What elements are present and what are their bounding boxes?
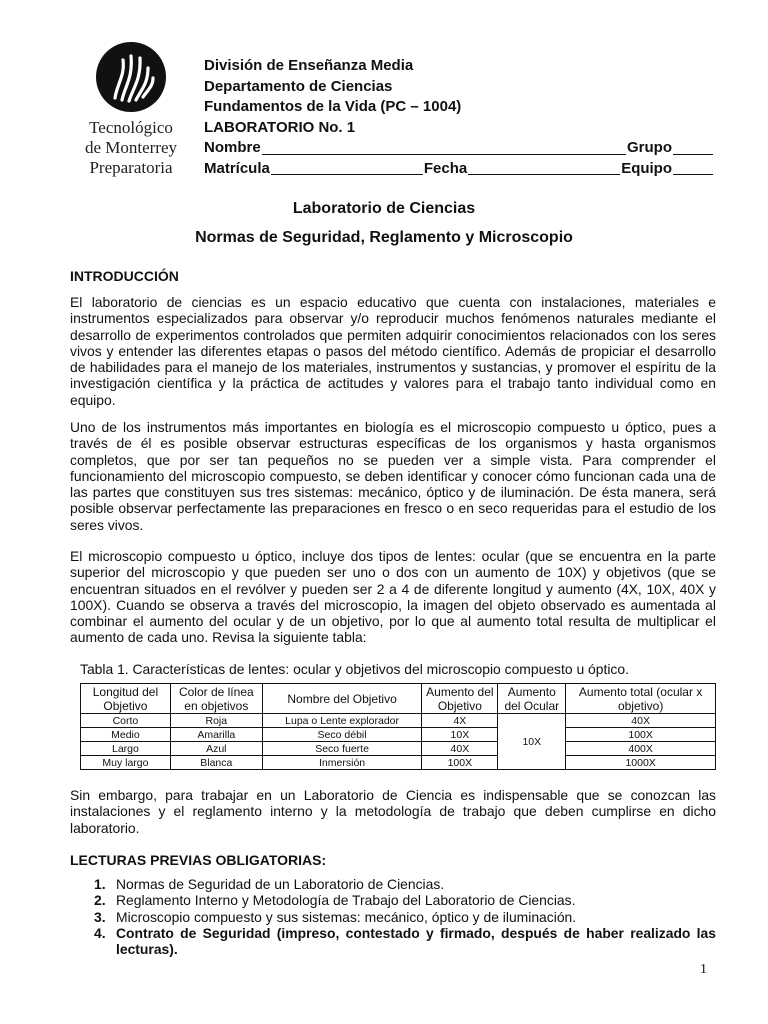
table-cell: Inmersión — [262, 756, 422, 770]
nombre-field[interactable] — [262, 138, 626, 155]
header-lab-number: LABORATORIO No. 1 — [204, 118, 356, 136]
header-course: Fundamentos de la Vida (PC – 1004) — [204, 98, 462, 115]
institution-logo — [72, 40, 190, 178]
table-cell: Largo — [81, 742, 171, 756]
ocular-cell: 10X — [498, 714, 566, 770]
list-item — [94, 909, 716, 925]
grupo-label: Grupo — [627, 139, 672, 156]
table-cell: Amarilla — [170, 728, 262, 742]
table-header-row — [81, 684, 716, 714]
table-row — [81, 714, 716, 728]
fecha-label: Fecha — [423, 159, 468, 177]
header-total-mag: Aumento total (ocular x objetivo) — [566, 684, 716, 714]
document-subtitle: Normas de Seguridad, Reglamento y Microscopio — [195, 229, 573, 246]
list-item — [94, 892, 716, 908]
intro-paragraph-3: El microscopio compuesto u óptico, incluye dos tipos de lentes: ocular (que se encuentra en la parte superior del microscopio y que pueden ser uno o dos con un aumento de 10X) y objetivos (que se encuentran situados en el revólver y pueden ser 2 a 4 de diferente longitud y aumento (4X, 10X, 40X y 100X). Cuando se observa a través del microscopio, la imagen del objeto observado es aumentada al combinar el aumento del ocular y de un objetivo, por lo que al aumento total resulta de multiplicar el aumento de cada uno. Revisa la siguiente tabla: — [70, 548, 716, 646]
table-cell: 1000X — [566, 756, 716, 770]
header-department: Departamento de Ciencias — [204, 77, 393, 95]
page-number: 1 — [700, 962, 707, 977]
table-cell: Muy largo — [81, 756, 171, 770]
list-number: 2. — [94, 892, 106, 909]
table-cell: 400X — [566, 742, 716, 756]
table-cell: 40X — [566, 714, 716, 728]
table-row — [81, 728, 716, 742]
table-cell: Seco fuerte — [262, 742, 422, 756]
table-row — [81, 742, 716, 756]
matricula-field[interactable] — [271, 159, 423, 176]
table-cell: Azul — [170, 742, 262, 756]
header-length: Longitud del Objetivo — [81, 684, 171, 714]
grupo-field[interactable] — [673, 138, 713, 155]
table-cell: Lupa o Lente explorador — [262, 714, 422, 728]
table-cell: 4X — [422, 714, 498, 728]
table-cell: 10X — [422, 728, 498, 742]
logo-text — [72, 118, 190, 178]
matricula-label: Matrícula — [204, 159, 270, 177]
table-cell: Roja — [170, 714, 262, 728]
document-title: Laboratorio de Ciencias — [292, 200, 476, 217]
readings-list — [94, 876, 716, 957]
table-cell: 40X — [422, 742, 498, 756]
equipo-field[interactable] — [673, 159, 713, 176]
list-number: 4. — [94, 924, 106, 941]
intro-heading: INTRODUCCIÓN — [70, 268, 179, 284]
header-ocular-mag: Aumento del Ocular — [498, 684, 566, 714]
header-division: División de Enseñanza Media — [204, 57, 414, 74]
list-text: Normas de Seguridad de un Laboratorio de Ciencias. — [116, 876, 445, 892]
intro-paragraph-1: El laboratorio de ciencias es un espacio educativo que cuenta con instalaciones, materiales e instrumentos especializados para observar y/o reproducir muchos fenómenos naturales mediante el desarrollo de experimentos controlados que permiten adquirir conocimientos relacionados con los seres vivos y entender las diferentes etapas o pasos del método científico. Además de propiciar el desarrollo de habilidades para el manejo de los materiales, instrumentos y sustancias, y promover el espíritu de la investigación científica y la práctica de actitudes y valores para el trabajo tanto individual como en equipo. — [70, 294, 716, 408]
list-item — [94, 925, 716, 958]
torch-emblem-icon — [95, 40, 167, 114]
list-item — [94, 876, 716, 892]
header-objective-name: Nombre del Objetivo — [262, 684, 422, 714]
header-color: Color de línea en objetivos — [170, 684, 262, 714]
table-row — [81, 756, 716, 770]
table-caption: Tabla 1. Características de lentes: ocular y objetivos del microscopio compuesto u óptico. — [80, 661, 629, 677]
list-text: Microscopio compuesto y sus sistemas: mecánico, óptico y de iluminación. — [116, 908, 577, 925]
document-header — [204, 56, 714, 179]
table-cell: 100X — [566, 728, 716, 742]
table-cell: Seco débil — [262, 728, 422, 742]
table-cell: 100X — [422, 756, 498, 770]
logo-line-3: Preparatoria — [89, 158, 173, 177]
matricula-row — [204, 159, 714, 180]
list-text: Contrato de Seguridad (impreso, contestado y firmado, después de haber realizado las lecturas). — [116, 924, 716, 958]
table-cell: Medio — [81, 728, 171, 742]
table-cell: Blanca — [170, 756, 262, 770]
list-number: 3. — [94, 908, 106, 925]
fecha-field[interactable] — [468, 159, 620, 176]
header-objective-mag: Aumento del Objetivo — [422, 684, 498, 714]
logo-line-2: de Monterrey — [84, 138, 178, 157]
closing-paragraph: Sin embargo, para trabajar en un Laboratorio de Ciencia es indispensable que se conozcan las instalaciones y el reglamento interno y la metodología de trabajo que deben cumplirse en dicho laboratorio. — [70, 787, 716, 836]
list-text: Reglamento Interno y Metodología de Trabajo del Laboratorio de Ciencias. — [116, 892, 576, 909]
intro-paragraph-2: Uno de los instrumentos más importantes en biología es el microscopio compuesto u óptico, pues a través de él es posible observar estructuras específicas de los organismos y hasta organismos completos, que por ser tan pequeños no se pueden ver a simple vista. Para comprender el funcionamiento del microscopio compuesto, se deben identificar y conocer cómo funcionan cada una de las partes que constituyen sus tres sistemas: mecánico, óptico y de iluminación. De ésta manera, será posible observar perfectamente las preparaciones en fresco o en seco requeridas para el estudio de los seres vivos. — [70, 419, 716, 533]
nombre-row — [204, 138, 714, 159]
nombre-label: Nombre — [204, 139, 261, 156]
table-cell: Corto — [81, 714, 171, 728]
logo-line-1: Tecnológico — [89, 118, 173, 137]
readings-heading: LECTURAS PREVIAS OBLIGATORIAS: — [70, 852, 327, 868]
equipo-label: Equipo — [621, 159, 673, 177]
lens-table — [80, 683, 716, 770]
list-number: 1. — [94, 876, 106, 892]
